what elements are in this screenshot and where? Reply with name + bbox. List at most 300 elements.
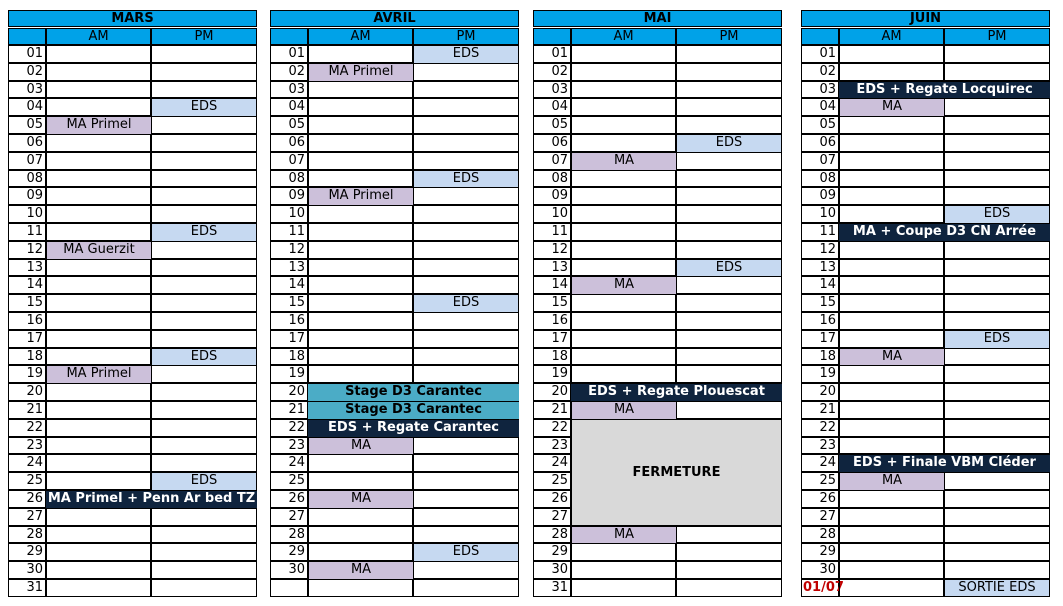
event-ma: MA Primel: [309, 64, 413, 81]
day-number: 15: [270, 294, 308, 312]
day-number: 10: [801, 205, 839, 223]
day-number: 28: [8, 526, 46, 544]
closure-block: FERMETURE: [571, 419, 782, 526]
pm-cell: [676, 116, 782, 134]
am-cell: [308, 330, 413, 348]
day-number: 27: [533, 508, 571, 526]
am-cell: [571, 561, 676, 579]
day-number: 05: [801, 116, 839, 134]
event-dark: MA + Coupe D3 CN Arrée: [839, 224, 1050, 241]
day-number: 17: [8, 330, 46, 348]
month-title: MAI: [533, 10, 782, 27]
day-number: 07: [801, 152, 839, 170]
am-cell: [839, 276, 944, 294]
am-cell: [571, 365, 676, 383]
am-cell: [308, 259, 413, 277]
day-number: 07: [533, 152, 571, 170]
am-cell: [46, 45, 151, 63]
am-cell: [571, 63, 676, 81]
day-number: 21: [8, 401, 46, 419]
day-number: 02: [270, 63, 308, 81]
event-dark: MA Primel + Penn Ar bed TZ: [47, 491, 256, 506]
am-cell: [308, 152, 413, 170]
day-number: 25: [801, 472, 839, 490]
day-number: 06: [533, 134, 571, 152]
pm-cell: [944, 401, 1050, 419]
header-am: AM: [571, 28, 676, 45]
event-eds: EDS: [414, 46, 518, 63]
day-number: 30: [801, 561, 839, 579]
am-cell: [46, 134, 151, 152]
am-cell: [46, 63, 151, 81]
day-number: 31: [533, 579, 571, 597]
am-cell: [308, 223, 413, 241]
day-number: [270, 579, 308, 597]
pm-cell: [413, 490, 519, 508]
pm-cell: [676, 241, 782, 259]
day-number: 23: [8, 437, 46, 455]
am-cell: [308, 276, 413, 294]
event-ma: MA: [572, 402, 676, 419]
pm-cell: [413, 241, 519, 259]
day-number: 10: [270, 205, 308, 223]
am-cell: [839, 508, 944, 526]
am-cell: [571, 170, 676, 188]
day-number: 14: [270, 276, 308, 294]
pm-cell: [151, 526, 257, 544]
am-cell: [571, 187, 676, 205]
day-number: 14: [533, 276, 571, 294]
am-cell: [571, 134, 676, 152]
day-number: 29: [8, 543, 46, 561]
event-eds: EDS: [414, 544, 518, 561]
day-number: 12: [533, 241, 571, 259]
pm-cell: [413, 472, 519, 490]
pm-cell: [413, 526, 519, 544]
day-number: 12: [270, 241, 308, 259]
day-number: 23: [270, 437, 308, 455]
am-cell: [308, 205, 413, 223]
day-number: 04: [801, 98, 839, 116]
day-number: 08: [801, 170, 839, 188]
day-number: 27: [270, 508, 308, 526]
day-number: 13: [8, 259, 46, 277]
am-cell: [839, 45, 944, 63]
am-cell: [308, 294, 413, 312]
pm-cell: [944, 152, 1050, 170]
pm-cell: [676, 312, 782, 330]
am-cell: [839, 383, 944, 401]
am-cell: [839, 401, 944, 419]
day-number: 28: [801, 526, 839, 544]
am-cell: [571, 205, 676, 223]
am-cell: [839, 294, 944, 312]
day-number: 19: [8, 365, 46, 383]
pm-cell: [413, 223, 519, 241]
day-number: 13: [533, 259, 571, 277]
am-cell: [839, 330, 944, 348]
day-number: 20: [270, 383, 308, 401]
pm-cell: [151, 365, 257, 383]
pm-cell: [151, 508, 257, 526]
am-cell: [46, 508, 151, 526]
am-cell: [46, 187, 151, 205]
pm-cell: [676, 187, 782, 205]
pm-cell: [944, 170, 1050, 188]
pm-cell: [676, 561, 782, 579]
day-number: 18: [270, 348, 308, 366]
am-cell: [571, 81, 676, 99]
event-dark: EDS + Regate Locquirec: [839, 82, 1050, 99]
day-number: 23: [533, 437, 571, 455]
pm-cell: [944, 241, 1050, 259]
event-ma: MA Guerzit: [47, 242, 151, 259]
pm-cell: [413, 187, 519, 205]
event-eds: EDS: [677, 135, 781, 152]
event-ma: MA: [840, 349, 944, 366]
day-number: 13: [801, 259, 839, 277]
day-number: 30: [533, 561, 571, 579]
day-number: 22: [533, 419, 571, 437]
day-number: 02: [533, 63, 571, 81]
header-am: AM: [308, 28, 413, 45]
day-number: 09: [801, 187, 839, 205]
day-number: 31: [8, 579, 46, 597]
event-ma: MA: [840, 99, 944, 116]
event-eds: EDS: [414, 171, 518, 188]
day-number: 01: [270, 45, 308, 63]
day-number: 17: [270, 330, 308, 348]
event-ma: MA: [840, 473, 944, 490]
day-number: 16: [801, 312, 839, 330]
am-cell: [46, 223, 151, 241]
pm-cell: [676, 348, 782, 366]
day-number: 13: [270, 259, 308, 277]
pm-cell: [413, 330, 519, 348]
day-number: 21: [801, 401, 839, 419]
day-number: 05: [8, 116, 46, 134]
pm-cell: [151, 561, 257, 579]
day-number: 03: [801, 81, 839, 99]
day-number: 14: [801, 276, 839, 294]
day-number: 29: [801, 543, 839, 561]
day-number: 20: [801, 383, 839, 401]
am-cell: [839, 152, 944, 170]
header-am: AM: [46, 28, 151, 45]
am-cell: [46, 205, 151, 223]
pm-cell: [944, 419, 1050, 437]
event-dark: EDS + Regate Carantec: [308, 420, 519, 437]
am-cell: [308, 365, 413, 383]
event-ma: MA Primel: [47, 366, 151, 383]
am-cell: [46, 81, 151, 99]
day-number: 22: [8, 419, 46, 437]
event-ma: MA: [572, 153, 676, 170]
day-number: 27: [801, 508, 839, 526]
day-number: 16: [8, 312, 46, 330]
am-cell: [46, 276, 151, 294]
pm-cell: [151, 312, 257, 330]
day-number: 06: [8, 134, 46, 152]
pm-cell: [676, 330, 782, 348]
am-cell: [46, 526, 151, 544]
day-number: 15: [801, 294, 839, 312]
day-number: 08: [270, 170, 308, 188]
pm-cell: [413, 116, 519, 134]
pm-cell: [944, 276, 1050, 294]
am-cell: [308, 526, 413, 544]
am-cell: [308, 241, 413, 259]
day-number: 30: [270, 561, 308, 579]
day-number: 24: [801, 454, 839, 472]
pm-cell: [944, 490, 1050, 508]
am-cell: [46, 419, 151, 437]
pm-cell: [413, 437, 519, 455]
pm-cell: [413, 205, 519, 223]
am-cell: [308, 543, 413, 561]
day-number: 09: [270, 187, 308, 205]
day-number: 15: [8, 294, 46, 312]
am-cell: [308, 348, 413, 366]
day-number: 11: [533, 223, 571, 241]
am-cell: [308, 312, 413, 330]
am-cell: [308, 170, 413, 188]
am-cell: [571, 294, 676, 312]
am-cell: [308, 116, 413, 134]
pm-cell: [944, 45, 1050, 63]
am-cell: [839, 116, 944, 134]
pm-cell: [151, 259, 257, 277]
header-day: [270, 28, 308, 45]
day-number: 24: [270, 454, 308, 472]
pm-cell: [676, 63, 782, 81]
am-cell: [839, 187, 944, 205]
day-number: 10: [8, 205, 46, 223]
pm-cell: [151, 330, 257, 348]
am-cell: [46, 330, 151, 348]
pm-cell: [944, 437, 1050, 455]
day-number: 06: [801, 134, 839, 152]
am-cell: [308, 134, 413, 152]
event-eds: EDS: [152, 99, 256, 116]
am-cell: [308, 454, 413, 472]
day-number: 28: [533, 526, 571, 544]
day-number: 22: [801, 419, 839, 437]
pm-cell: [676, 45, 782, 63]
am-cell: [46, 98, 151, 116]
event-sortie-eds: SORTIE EDS: [944, 579, 1050, 597]
pm-cell: [151, 543, 257, 561]
pm-cell: [413, 63, 519, 81]
am-cell: [839, 170, 944, 188]
day-number: 04: [270, 98, 308, 116]
event-ma: MA Primel: [47, 117, 151, 134]
day-number: 11: [801, 223, 839, 241]
day-number: 08: [533, 170, 571, 188]
am-cell: [308, 98, 413, 116]
pm-cell: [151, 152, 257, 170]
am-cell: [46, 152, 151, 170]
event-eds: EDS: [945, 331, 1049, 348]
day-number: 11: [270, 223, 308, 241]
am-cell: [46, 259, 151, 277]
pm-cell: [676, 276, 782, 294]
pm-cell: [413, 312, 519, 330]
am-cell: [46, 472, 151, 490]
day-number: 21: [270, 401, 308, 419]
am-cell: [46, 543, 151, 561]
event-eds: EDS: [152, 473, 256, 490]
am-cell: [839, 365, 944, 383]
am-cell: [46, 312, 151, 330]
day-number: 26: [8, 490, 46, 508]
am-cell: [308, 81, 413, 99]
day-number: 05: [533, 116, 571, 134]
event-teal: Stage D3 Carantec: [308, 402, 519, 419]
am-cell: [46, 437, 151, 455]
pm-cell: [151, 45, 257, 63]
pm-cell: [676, 98, 782, 116]
pm-cell: [944, 526, 1050, 544]
day-number: 01: [801, 45, 839, 63]
am-cell: [839, 437, 944, 455]
am-cell: [571, 579, 676, 597]
pm-cell: [676, 401, 782, 419]
event-eds: EDS: [414, 295, 518, 312]
pm-cell: [151, 241, 257, 259]
am-cell: [571, 259, 676, 277]
event-ma: MA: [309, 491, 413, 508]
day-number: 30: [8, 561, 46, 579]
pm-cell: [944, 365, 1050, 383]
day-number: 04: [8, 98, 46, 116]
day-number: 09: [8, 187, 46, 205]
day-number: 14: [8, 276, 46, 294]
am-cell: [46, 579, 151, 597]
day-number: 19: [270, 365, 308, 383]
day-number: 24: [533, 454, 571, 472]
day-number: 27: [8, 508, 46, 526]
am-cell: [46, 348, 151, 366]
header-am: AM: [839, 28, 944, 45]
pm-cell: [676, 205, 782, 223]
am-cell: [308, 472, 413, 490]
day-number: 19: [533, 365, 571, 383]
pm-cell: [151, 187, 257, 205]
pm-cell: [151, 116, 257, 134]
day-number: 29: [533, 543, 571, 561]
day-number: 07: [270, 152, 308, 170]
event-eds: EDS: [152, 224, 256, 241]
am-cell: [839, 419, 944, 437]
pm-cell: [944, 312, 1050, 330]
am-cell: [46, 383, 151, 401]
day-number: 26: [801, 490, 839, 508]
day-number: 04: [533, 98, 571, 116]
day-number: 20: [8, 383, 46, 401]
pm-cell: [944, 187, 1050, 205]
am-cell: [839, 312, 944, 330]
day-number: 01/07: [803, 580, 844, 595]
pm-cell: [151, 437, 257, 455]
am-cell: [839, 526, 944, 544]
day-number: 11: [8, 223, 46, 241]
pm-cell: [944, 348, 1050, 366]
day-number: 17: [801, 330, 839, 348]
pm-cell: [413, 365, 519, 383]
event-ma: MA: [572, 277, 676, 294]
pm-cell: [413, 259, 519, 277]
day-number: 17: [533, 330, 571, 348]
pm-cell: [413, 81, 519, 99]
event-dark: EDS + Finale VBM Cléder: [839, 455, 1050, 472]
am-cell: [571, 98, 676, 116]
day-number: 18: [533, 348, 571, 366]
day-number: 20: [533, 383, 571, 401]
am-cell: [571, 543, 676, 561]
am-cell: [839, 561, 944, 579]
header-pm: PM: [413, 28, 519, 45]
pm-cell: [676, 81, 782, 99]
day-number: 03: [8, 81, 46, 99]
day-number: 15: [533, 294, 571, 312]
pm-cell: [151, 170, 257, 188]
event-eds: EDS: [677, 260, 781, 277]
pm-cell: [151, 134, 257, 152]
am-cell: [571, 241, 676, 259]
month-title: AVRIL: [270, 10, 519, 27]
pm-cell: [151, 401, 257, 419]
pm-cell: [151, 579, 257, 597]
pm-cell: [413, 561, 519, 579]
pm-cell: [151, 205, 257, 223]
am-cell: [46, 454, 151, 472]
day-number: 05: [270, 116, 308, 134]
event-ma: MA Primel: [309, 188, 413, 205]
day-number: 12: [801, 241, 839, 259]
am-cell: [839, 134, 944, 152]
pm-cell: [413, 579, 519, 597]
am-cell: [46, 170, 151, 188]
event-ma: MA: [572, 527, 676, 544]
am-cell: [571, 116, 676, 134]
pm-cell: [944, 383, 1050, 401]
pm-cell: [944, 134, 1050, 152]
pm-cell: [944, 472, 1050, 490]
pm-cell: [944, 98, 1050, 116]
am-cell: [308, 508, 413, 526]
day-number: 03: [533, 81, 571, 99]
pm-cell: [151, 419, 257, 437]
pm-cell: [151, 383, 257, 401]
pm-cell: [944, 294, 1050, 312]
day-number: 25: [533, 472, 571, 490]
event-dark: EDS + Regate Plouescat: [571, 384, 782, 401]
day-number: 02: [801, 63, 839, 81]
pm-cell: [944, 259, 1050, 277]
day-number: 01: [533, 45, 571, 63]
am-cell: [839, 205, 944, 223]
day-number: 22: [270, 419, 308, 437]
am-cell: [571, 330, 676, 348]
pm-cell: [413, 454, 519, 472]
pm-cell: [413, 152, 519, 170]
day-number: 16: [270, 312, 308, 330]
pm-cell: [151, 81, 257, 99]
day-number: 09: [533, 187, 571, 205]
day-number: 25: [270, 472, 308, 490]
pm-cell: [413, 134, 519, 152]
